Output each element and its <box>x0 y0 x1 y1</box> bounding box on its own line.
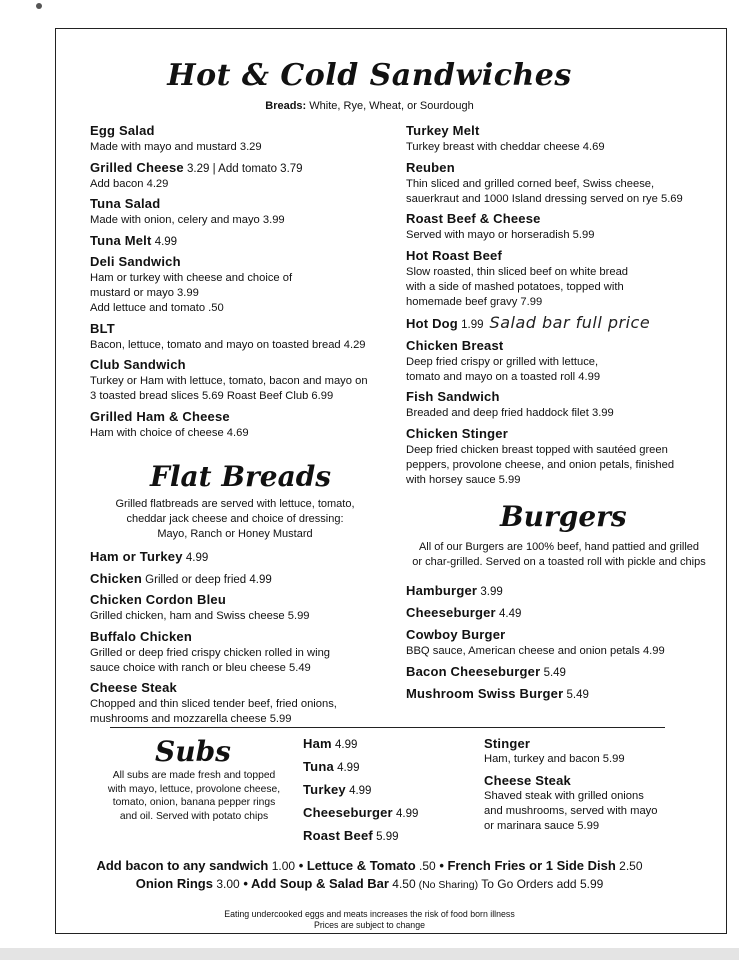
subs-intro <box>98 769 290 823</box>
burgers-item-header <box>406 604 716 622</box>
burgers-item-name: Cowboy Burger <box>406 627 506 642</box>
burgers-item-header <box>406 582 716 600</box>
sandwiches_left-item-description: Add bacon 4.29 <box>90 177 169 190</box>
flatbreads-item-description: Grilled chicken, ham and Swiss cheese 5.99 <box>90 610 310 622</box>
sandwiches_right-item-description: peppers, provolone cheese, and onion petals, finished <box>406 458 675 471</box>
scan-speck <box>36 3 42 9</box>
footer-line: Eating undercooked eggs and meats increases the risk of food born illness <box>224 909 515 919</box>
addon-name: • Lettuce & Tomato <box>298 858 416 873</box>
subs-item-price: 4.99 <box>333 762 360 774</box>
footer-notice <box>0 909 739 931</box>
flatbreads-intro-line: Mayo, Ranch or Honey Mustard <box>157 528 313 540</box>
sandwiches_right-item <box>406 159 716 207</box>
subs-item-price: 5.99 <box>372 831 399 843</box>
sandwiches_left-item-description: Add lettuce and tomato .50 <box>90 302 224 314</box>
breads-label: Breads: <box>265 100 307 112</box>
sandwiches_right-item-description: with a side of mashed potatoes, topped with <box>406 280 624 293</box>
subs-item-price: 4.99 <box>331 739 358 751</box>
flatbreads-item-header <box>90 628 395 646</box>
sandwiches_left-item-name: Tuna Salad <box>90 196 161 211</box>
sandwiches_right-item <box>406 210 716 243</box>
sandwiches_left-item-header <box>90 356 395 374</box>
sandwiches_left-item <box>90 408 395 441</box>
sandwiches_right-item-header <box>406 313 716 333</box>
flatbreads-item-header <box>90 548 395 566</box>
sandwiches_left-item-header <box>90 195 395 213</box>
subs-item-name: Stinger <box>484 736 531 751</box>
subs-title: Subs <box>155 735 231 768</box>
sandwiches_right-item <box>406 247 716 310</box>
burgers-item-name: Mushroom Swiss Burger <box>406 686 564 701</box>
sandwiches_right-item <box>406 388 716 421</box>
burgers-item <box>406 663 716 681</box>
sandwiches_left-item-name: Grilled Ham & Cheese <box>90 408 230 424</box>
subs-item-description: or marinara sauce 5.99 <box>484 820 600 832</box>
sandwiches_right-item-name: Roast Beef & Cheese <box>406 211 541 226</box>
flatbreads-item-description: mushrooms and mozzarella cheese 5.99 <box>90 713 292 725</box>
subs-item-name: Cheese Steak <box>484 773 571 788</box>
burgers-item-name: Bacon Cheeseburger <box>406 664 541 679</box>
addon-price: 3.00 <box>212 877 240 891</box>
flatbreads-item-name: Chicken Cordon Bleu <box>90 592 226 607</box>
sandwiches_left-item-header <box>90 159 395 177</box>
sandwiches_right-item-header <box>406 159 716 177</box>
sandwiches_left-item-price: 3.29 | Add tomato 3.79 <box>183 162 303 175</box>
burgers-item <box>406 582 716 600</box>
burgers-item-header <box>406 685 716 703</box>
burgers-list <box>406 582 716 707</box>
flatbreads-item-price: Grilled or deep fried 4.99 <box>141 573 272 586</box>
flatbreads-item <box>90 548 395 566</box>
subs-item-name: Turkey <box>303 782 346 797</box>
sandwiches_right-item-name: Hot Roast Beef <box>406 247 502 263</box>
subs-item <box>303 758 473 776</box>
flatbreads-item-name: Buffalo Chicken <box>90 628 192 644</box>
flatbreads-item-header <box>90 570 395 588</box>
addon-name: • French Fries or 1 Side Dish <box>439 858 616 873</box>
sandwiches_right-item-description: Breaded and deep fried haddock filet 3.99 <box>406 407 614 419</box>
sandwiches_right-item-description: Slow roasted, thin sliced beef on white bread <box>406 265 629 278</box>
sandwiches_left-item-header <box>90 122 395 140</box>
burgers-item-price: 4.49 <box>495 608 522 620</box>
burgers-item-name: Cheeseburger <box>406 605 496 620</box>
subs-item-description: and mushrooms, served with mayo <box>484 805 658 817</box>
sandwiches_left-item-description: mustard or mayo 3.99 <box>90 287 199 299</box>
burgers-intro <box>400 540 718 570</box>
subs-item-description: Shaved steak with grilled onions <box>484 790 644 802</box>
burgers-item-price: 3.99 <box>477 586 503 598</box>
sandwiches_right-item <box>406 337 716 385</box>
flatbreads-item-header <box>90 679 395 697</box>
flatbreads-item-name: Chicken <box>90 570 142 586</box>
sandwiches_right-item-description: Deep fried crispy or grilled with lettuce, <box>406 355 599 368</box>
burgers-item <box>406 604 716 622</box>
scan-edge <box>0 948 739 960</box>
burgers-item <box>406 626 716 659</box>
sandwiches_left-item <box>90 253 395 316</box>
burgers-item <box>406 685 716 703</box>
subs-item <box>484 735 714 767</box>
sandwiches_right-item-description: Turkey breast with cheddar cheese 4.69 <box>406 141 605 153</box>
sandwiches_left-item-name: BLT <box>90 320 115 336</box>
flatbreads-item-header <box>90 591 395 609</box>
sandwiches_right-item <box>406 425 716 488</box>
addons-line-2 <box>0 874 739 895</box>
page-title: Hot & Cold Sandwiches <box>167 58 572 93</box>
sandwiches-right-column <box>406 122 716 491</box>
sandwiches_left-item-description: Made with onion, celery and mayo 3.99 <box>90 214 285 226</box>
sandwiches_left-item <box>90 122 395 155</box>
subs-intro-line: and oil. Served with potato chips <box>119 810 269 822</box>
sandwiches_right-item-description: homemade beef gravy 7.99 <box>406 295 543 308</box>
subs-intro-line: with mayo, lettuce, provolone cheese, <box>107 783 281 795</box>
breads-text: White, Rye, Wheat, or Sourdough <box>309 100 474 112</box>
flatbreads-item-description: Chopped and thin sliced tender beef, fried onions, <box>90 698 337 710</box>
flatbreads-item-price: 4.99 <box>182 552 209 564</box>
burgers-item-price: 5.49 <box>540 667 566 679</box>
flatbreads-item-name: Ham or Turkey <box>90 549 183 564</box>
breads-line <box>0 100 739 112</box>
flatbreads-intro-line: Grilled flatbreads are served with lettuce, tomato, <box>115 498 355 510</box>
sandwiches_left-item-header <box>90 408 395 426</box>
sandwiches_right-item-header <box>406 388 716 406</box>
sandwiches_right-item-name: Fish Sandwich <box>406 389 500 404</box>
burgers-intro-line: All of our Burgers are 100% beef, hand pattied and grilled <box>418 541 700 553</box>
subs-item-description: Ham, turkey and bacon 5.99 <box>484 753 625 765</box>
burgers-item-header <box>406 626 716 644</box>
subs-item <box>303 781 473 799</box>
subs-item <box>303 804 473 822</box>
sandwiches_left-item-description: Ham or turkey with cheese and choice of <box>90 272 293 284</box>
sandwiches_right-item-description: sauerkraut and 1000 Island dressing served on rye 5.69 <box>406 192 683 205</box>
flatbreads-item-description: Grilled or deep fried crispy chicken rolled in wing <box>90 646 331 659</box>
flatbreads-intro <box>95 497 375 542</box>
sandwiches_left-item <box>90 356 395 404</box>
subs-intro-line: tomato, onion, banana pepper rings <box>112 797 276 808</box>
sandwiches_right-item <box>406 122 716 155</box>
sandwiches_left-item-description: Turkey or Ham with lettuce, tomato, bacon and mayo on <box>90 375 368 387</box>
flatbreads-item <box>90 679 395 727</box>
burgers-intro-line: or char-grilled. Served on a toasted roll with pickle and chips <box>412 556 706 568</box>
addon-tail: To Go Orders add 5.99 <box>478 877 604 891</box>
subs-item <box>303 827 473 845</box>
addon-name: • Add Soup & Salad Bar <box>243 876 389 891</box>
sandwiches_right-item-description: Deep fried chicken breast topped with sautéed green <box>406 443 668 456</box>
sandwiches_right-item-name: Chicken Breast <box>406 337 504 353</box>
sandwiches_right-item-description: Served with mayo or horseradish 5.99 <box>406 229 595 241</box>
addon-note: (No Sharing) <box>415 879 479 891</box>
sandwiches_left-item-name: Egg Salad <box>90 123 155 138</box>
sandwiches_left-item-description: 3 toasted bread slices 5.69 Roast Beef Club 6.99 <box>90 390 334 402</box>
subs-item-name: Tuna <box>303 759 334 774</box>
sandwiches_left-item <box>90 320 395 353</box>
subs-item <box>484 772 714 834</box>
flatbreads-item <box>90 570 395 588</box>
sandwiches_left-item-header <box>90 232 395 250</box>
burgers-item-price: 5.49 <box>563 689 589 701</box>
sandwiches_left-item-description: Made with mayo and mustard 3.29 <box>90 141 262 153</box>
sandwiches_right-item-description: with horsey sauce 5.99 <box>406 473 521 486</box>
addon-price: .50 <box>415 859 436 873</box>
sandwiches_left-item-name: Deli Sandwich <box>90 254 181 269</box>
addon-name: Add bacon to any sandwich <box>96 858 269 873</box>
sandwiches_right-item-name: Reuben <box>406 159 455 175</box>
sandwiches-left-column <box>90 122 395 444</box>
addons-line-1 <box>0 856 739 876</box>
subs-intro-line: All subs are made fresh and topped <box>112 770 276 781</box>
subs-item-name: Roast Beef <box>303 828 373 843</box>
sandwiches_right-item-description: Thin sliced and grilled corned beef, Swiss cheese, <box>406 177 655 190</box>
sandwiches_left-item <box>90 232 395 250</box>
flatbreads-item-name: Cheese Steak <box>90 680 177 695</box>
flatbreads-title: Flat Breads <box>150 460 332 493</box>
sandwiches_left-item-description: Bacon, lettuce, tomato and mayo on toasted bread 4.29 <box>90 338 366 351</box>
sandwiches_right-item-header <box>406 337 716 355</box>
sandwiches_right-item <box>406 313 716 333</box>
flatbreads-item <box>90 591 395 624</box>
sandwiches_right-item-header <box>406 247 716 265</box>
sandwiches_right-item-price: 1.99 <box>457 319 484 331</box>
sandwiches_left-item <box>90 195 395 228</box>
addon-price: 1.00 <box>268 859 296 873</box>
burgers-item-header <box>406 663 716 681</box>
addon-name: Onion Rings <box>135 876 213 891</box>
subs-item <box>303 735 473 753</box>
subs-list-middle <box>303 735 473 850</box>
sandwiches_right-item-name: Hot Dog <box>406 316 458 331</box>
flatbreads-list <box>90 548 395 731</box>
sandwiches_left-item-name: Club Sandwich <box>90 357 186 372</box>
sandwiches_left-item <box>90 159 395 192</box>
sandwiches_right-item-header <box>406 122 716 140</box>
sandwiches_right-item-name: Turkey Melt <box>406 123 480 138</box>
subs-item-name: Cheeseburger <box>303 805 393 820</box>
handwritten-note: Salad bar full price <box>489 313 651 332</box>
burgers-item-name: Hamburger <box>406 583 478 598</box>
flatbreads-item <box>90 628 395 676</box>
sandwiches_left-item-name: Grilled Cheese <box>90 159 184 175</box>
burgers-item-description: BBQ sauce, American cheese and onion petals 4.99 <box>406 645 665 657</box>
subs-item-price: 4.99 <box>345 785 372 797</box>
addon-price: 2.50 <box>615 859 643 873</box>
subs-item-name: Ham <box>303 736 332 751</box>
sandwiches_left-item-header <box>90 253 395 271</box>
subs-item-price: 4.99 <box>392 808 419 820</box>
footer-line: Prices are subject to change <box>313 920 425 930</box>
subs-list-right <box>484 735 714 839</box>
sandwiches_left-item-header <box>90 320 395 338</box>
flatbreads-item-description: sauce choice with ranch or bleu cheese 5.49 <box>90 661 311 674</box>
sandwiches_right-item-description: tomato and mayo on a toasted roll 4.99 <box>406 370 601 383</box>
burgers-title: Burgers <box>500 500 627 533</box>
sandwiches_right-item-header <box>406 210 716 228</box>
sandwiches_right-item-name: Chicken Stinger <box>406 425 508 441</box>
section-divider <box>110 727 665 728</box>
sandwiches_left-item-price: 4.99 <box>151 235 178 248</box>
sandwiches_left-item-description: Ham with choice of cheese 4.69 <box>90 426 249 439</box>
flatbreads-intro-line: cheddar jack cheese and choice of dressing: <box>126 513 344 525</box>
addon-price: 4.50 <box>388 877 416 891</box>
sandwiches_right-item-header <box>406 425 716 443</box>
sandwiches_left-item-name: Tuna Melt <box>90 232 152 248</box>
